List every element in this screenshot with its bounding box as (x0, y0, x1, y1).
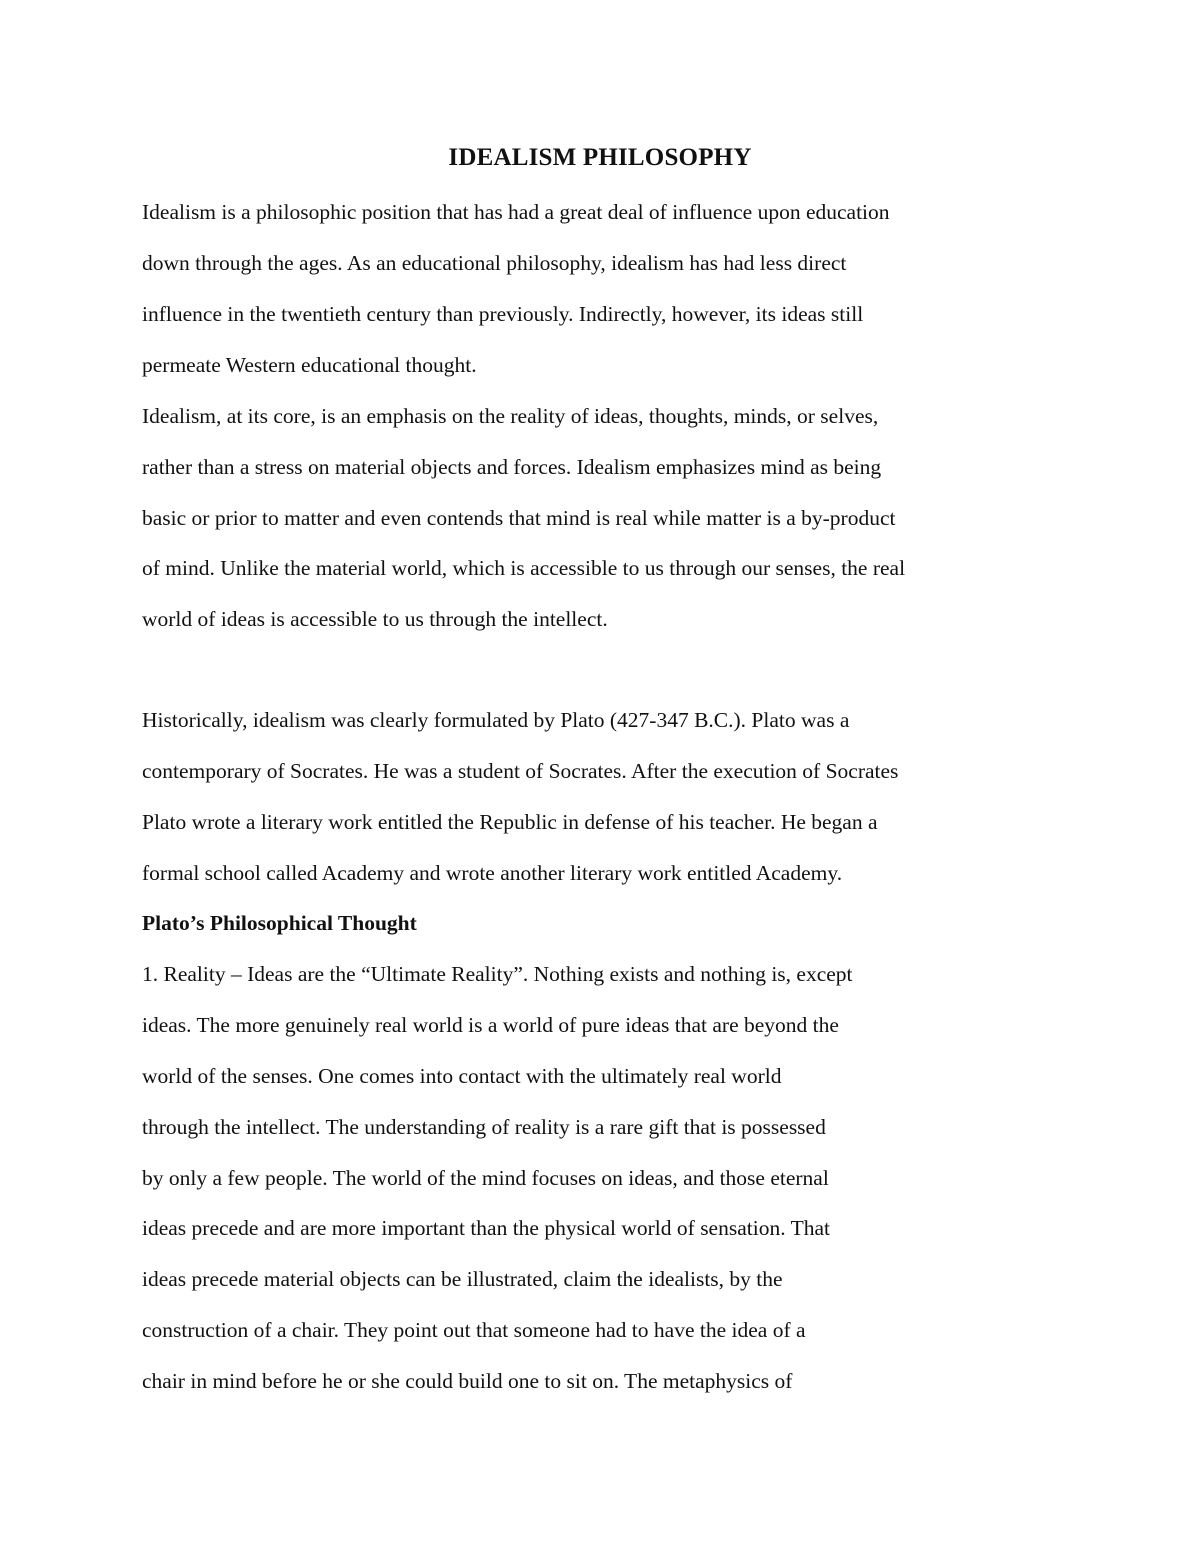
text-line: through the intellect. The understanding of reality is a rare gift that is possessed (142, 1115, 826, 1139)
text-line: permeate Western educational thought. (142, 353, 477, 377)
text-line: Idealism is a philosophic position that has had a great deal of influence upon education (142, 200, 890, 224)
text-line: of mind. Unlike the material world, which is accessible to us through our senses, the real (142, 556, 906, 580)
text-line: 1. Reality – Ideas are the “Ultimate Reality”. Nothing exists and nothing is, except (142, 962, 853, 986)
text-line: ideas. The more genuinely real world is a world of pure ideas that are beyond the (142, 1013, 839, 1037)
text-line: influence in the twentieth century than previously. Indirectly, however, its ideas still (142, 302, 864, 326)
text-line: formal school called Academy and wrote another literary work entitled Academy. (142, 861, 843, 885)
text-line: chair in mind before he or she could build one to sit on. The metaphysics of (142, 1369, 793, 1393)
text-line: Idealism, at its core, is an emphasis on the reality of ideas, thoughts, minds, or selves, (142, 404, 879, 428)
text-line: ideas precede and are more important than the physical world of sensation. That (142, 1216, 830, 1240)
text-line: world of the senses. One comes into contact with the ultimately real world (142, 1064, 782, 1088)
text-line: down through the ages. As an educational philosophy, idealism has had less direct (142, 251, 847, 275)
text-line: construction of a chair. They point out that someone had to have the idea of a (142, 1318, 806, 1342)
text-line: Plato wrote a literary work entitled the Republic in defense of his teacher. He began a (142, 810, 878, 834)
document-title: IDEALISM PHILOSOPHY (448, 144, 752, 171)
text-line: contemporary of Socrates. He was a student of Socrates. After the execution of Socrates (142, 759, 899, 783)
section-heading: Plato’s Philosophical Thought (142, 911, 417, 935)
text-line: basic or prior to matter and even contends that mind is real while matter is a by-product (142, 506, 896, 530)
text-line: rather than a stress on material objects and forces. Idealism emphasizes mind as being (142, 455, 882, 479)
text-line: world of ideas is accessible to us through the intellect. (142, 607, 608, 631)
text-line: Historically, idealism was clearly formulated by Plato (427-347 B.C.). Plato was a (142, 708, 850, 732)
text-line: by only a few people. The world of the mind focuses on ideas, and those eternal (142, 1166, 829, 1190)
text-line: ideas precede material objects can be illustrated, claim the idealists, by the (142, 1267, 783, 1291)
